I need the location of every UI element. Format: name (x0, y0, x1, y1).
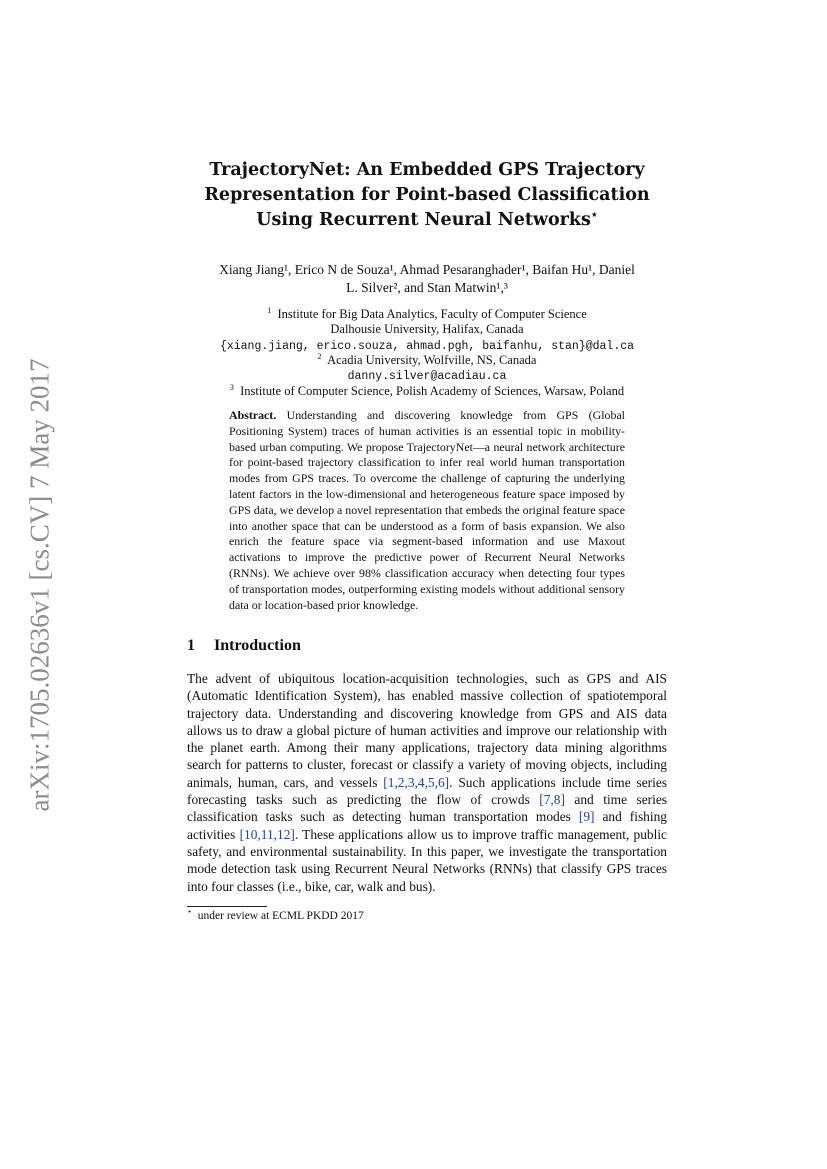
author-list (187, 261, 667, 297)
title-footnote-mark: ⋆ (590, 208, 598, 222)
title-line: TrajectoryNet: An Embedded GPS Trajectory (209, 160, 645, 180)
authors-line: Xiang Jiang¹, Erico N de Souza¹, Ahmad Pesaranghader¹, Baifan Hu¹, Daniel (219, 262, 635, 277)
citation-link[interactable]: [10,11,12] (239, 826, 295, 842)
citation-link[interactable]: [9] (578, 809, 595, 825)
affiliation-2: $^2$ Acadia University, Wolfville, NS, Canada (317, 351, 537, 367)
abstract-label: Abstract. (229, 408, 277, 422)
title-line: Using Recurrent Neural Networks⋆ (256, 208, 598, 230)
authors-line: L. Silver², and Stan Matwin¹,³ (346, 280, 508, 295)
footnote-mark: ⋆ (187, 907, 193, 917)
affiliation-3: $^3$ Institute of Computer Science, Polish Academy of Sciences, Warsaw, Poland (229, 382, 625, 398)
title-line: Representation for Point-based Classification (204, 185, 650, 205)
arxiv-identifier: arXiv:1705.02636v1 [cs.CV] 7 May 2017 (24, 358, 55, 812)
section-heading (187, 637, 301, 655)
section-number: 1 (187, 637, 195, 654)
abstract (229, 408, 625, 613)
section-title: Introduction (214, 637, 301, 654)
citation-link[interactable]: [1,2,3,4,5,6] (383, 774, 450, 790)
affiliation-1-email[interactable]: {xiang.jiang, erico.souza, ahmad.pgh, baifanhu, stan}@dal.ca (219, 340, 635, 353)
citation-link[interactable]: [7,8] (539, 792, 565, 808)
affiliation-2-email[interactable]: danny.silver@acadiau.ca (347, 370, 507, 383)
introduction-paragraph: The advent of ubiquitous location-acquisition technologies, such as GPS and AIS (Automatic Identification System), has enabled massive collection of spatiotemporal trajectory data. Understanding and discovering knowledge from GPS and AIS data allows us to draw a global picture of human activities and improve our relationship with the planet earth. Among their many applications, trajectory data mining algorithms search for patterns to cluster, forecast or classify a variety of moving objects, including animals, human, cars, and vessels [1,2,3,4,5,6]. Such applications include time series forecasting tasks such as predicting the flow of crowds [7,8] and time series classification tasks such as detecting human transportation modes [9] and fishing activities [10,11,12]. These applications allow us to improve traffic management, public safety, and environmental sustainability. In this paper, we investigate the transportation mode detection task using Recurrent Neural Networks (RNNs) that classify GPS traces into four classes (i.e., bike, car, walk and bus). (187, 671, 667, 894)
footnote-rule (187, 906, 267, 907)
affiliation-1-address: Dalhousie University, Halifax, Canada (330, 322, 524, 336)
affiliation-mark: 3 (229, 382, 234, 392)
affiliation-1: $^1$ Institute for Big Data Analytics, Faculty of Computer Science (267, 305, 587, 321)
paper-title (187, 158, 667, 233)
affiliation-mark: 2 (317, 351, 322, 361)
footnote: ⋆ under review at ECML PKDD 2017 (187, 907, 364, 922)
abstract-text: Understanding and discovering knowledge from GPS (Global Positioning System) traces of human activities is an essential topic in mobility-based urban computing. We propose TrajectoryNet—a neural network architecture for point-based trajectory classification to infer real world human transportation modes from GPS traces. To overcome the challenge of capturing the underlying latent factors in the low-dimensional and heterogeneous feature space imposed by GPS data, we develop a novel representation that embeds the original feature space into another space that can be understood as a form of basis expansion. We also enrich the feature space via segment-based information and use Maxout activations to improve the predictive power of Recurrent Neural Networks (RNNs). We achieve over 98% classification accuracy when detecting four types of transportation modes, outperforming existing models without additional sensory data or location-based prior knowledge. (229, 408, 625, 612)
affiliation-mark: 1 (267, 305, 272, 315)
